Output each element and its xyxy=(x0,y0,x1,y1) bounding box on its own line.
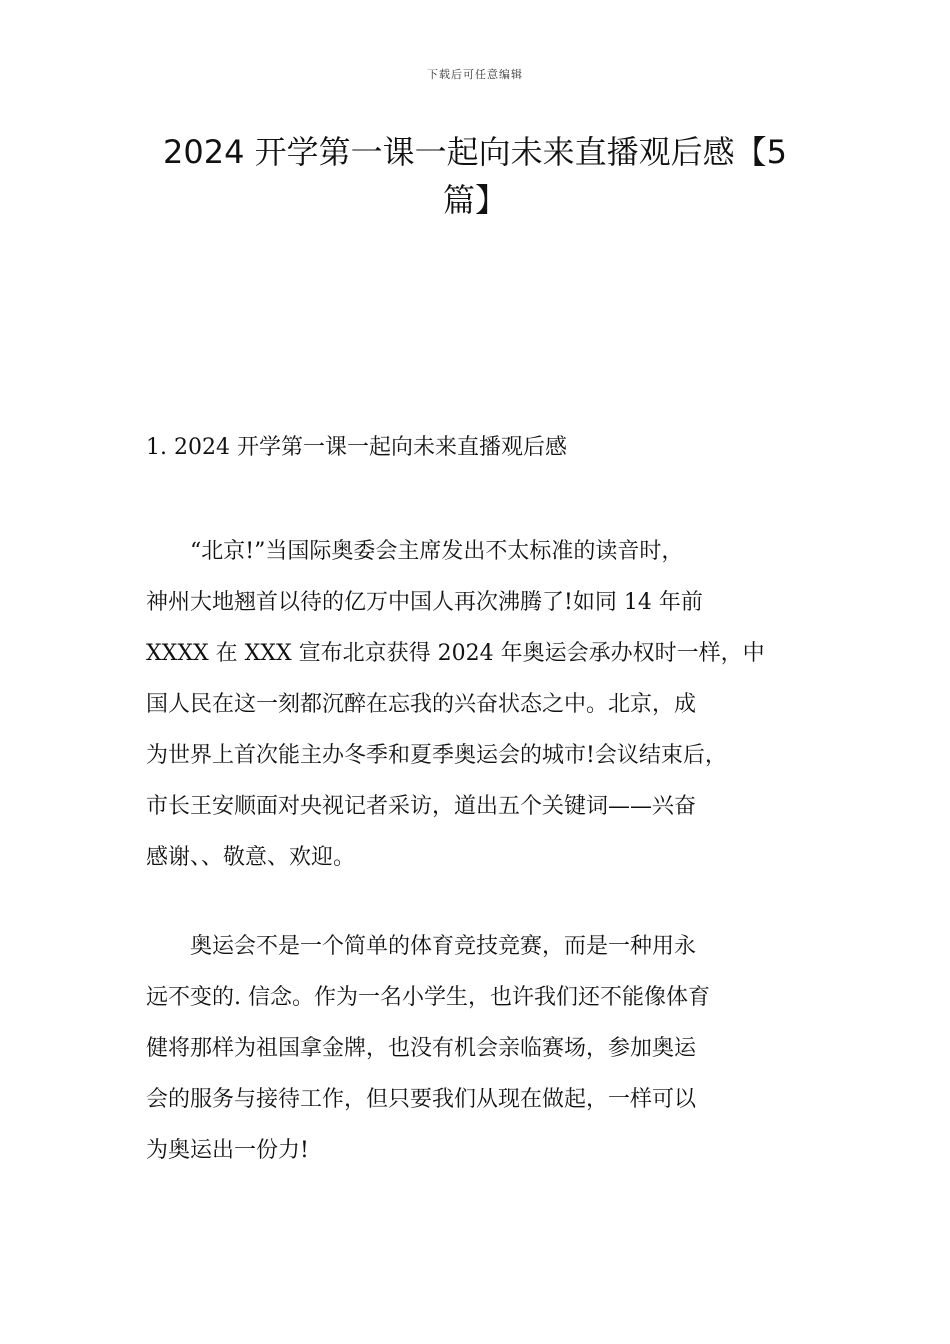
paragraph: 奥运会不是一个简单的体育竞技竞赛，而是一种用永 远不变的. 信念。作为一名小学生，也许我们还不能像体育 健将那样为祖国拿金牌，也没有机会亲临赛场，参加奥运 会的服务与接待工作，但只要我们从现在做起，一样可以 为奥运出一份力! xyxy=(146,934,710,1163)
document-title: 2024 开学第一课一起向未来直播观后感【5 篇】 xyxy=(163,133,787,219)
header-note: 下载后可任意编辑 xyxy=(427,68,523,81)
section-heading: 1. 2024 开学第一课一起向未来直播观后感 xyxy=(146,435,567,460)
paragraph: “北京!”当国际奥委会主席发出不太标准的读音时， 神州大地翘首以待的亿万中国人再次沸腾了!如同 14 年前 XXXX 在 XXX 宣布北京获得 2024 年奥运会承办权时一样，中 国人民在这一刻都沉醉在忘我的兴奋状态之中。北京，成 为世界上首次能主办冬季和夏季奥运会的城市!会议结束后， 市长王安顺面对央视记者采访，道出五个关键词——兴奋 感谢、、敬意、欢迎。 xyxy=(146,539,765,870)
